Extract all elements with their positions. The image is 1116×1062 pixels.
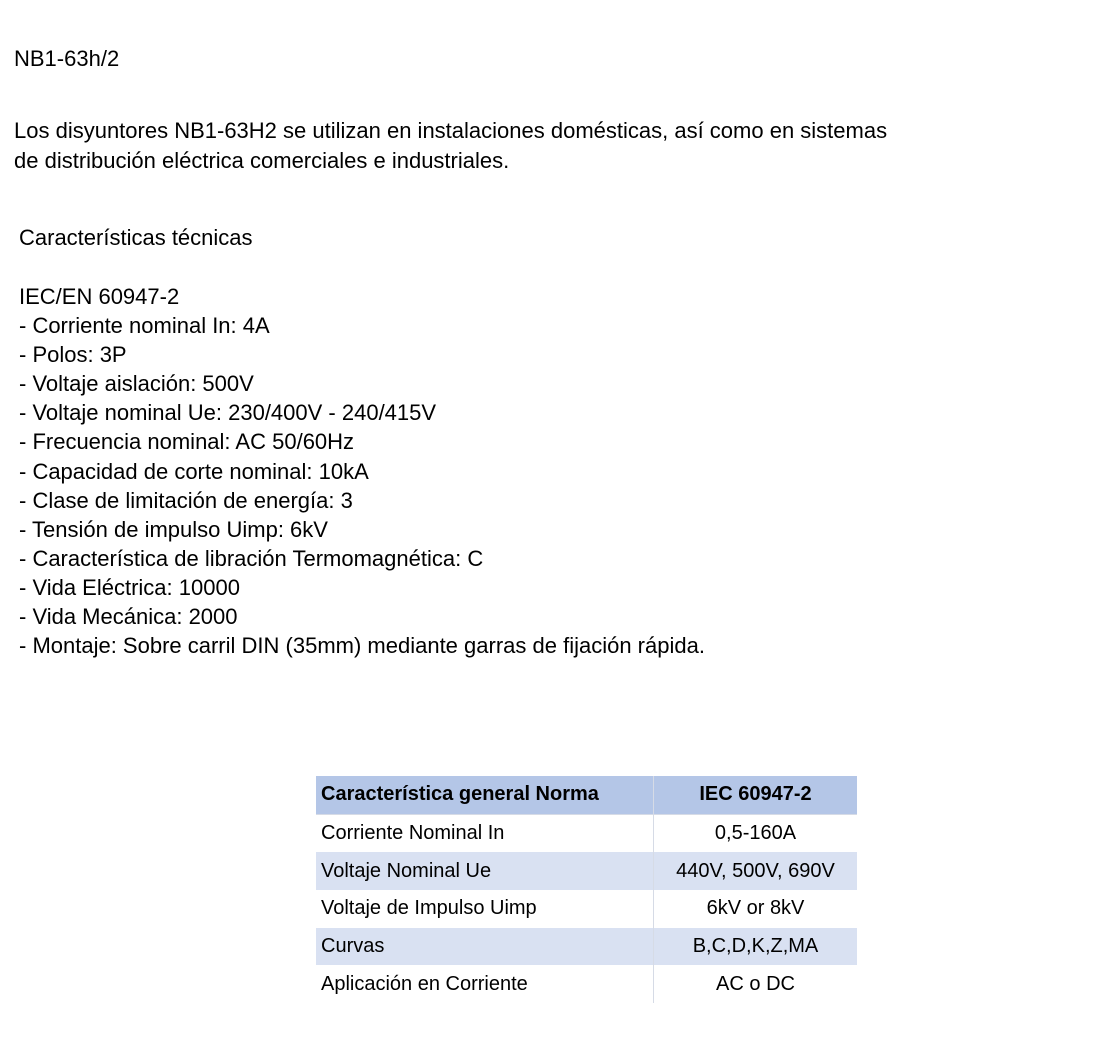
table-cell-value: B,C,D,K,Z,MA	[692, 935, 819, 958]
spec-item: - Característica de libración Termomagnética: C	[19, 545, 484, 571]
spec-list	[19, 311, 705, 660]
spec-item: - Clase de limitación de energía: 3	[19, 487, 353, 513]
table-cell-label: Corriente Nominal In	[316, 814, 654, 852]
spec-item: - Voltaje nominal Ue: 230/400V - 240/415V	[19, 400, 437, 426]
spec-item: - Vida Eléctrica: 10000	[19, 574, 240, 600]
intro-paragraph	[14, 116, 1094, 176]
spec-item: - Montaje: Sobre carril DIN (35mm) mediante garras de fijación rápida.	[19, 633, 705, 659]
table-row	[316, 928, 857, 966]
spec-item: - Frecuencia nominal: AC 50/60Hz	[19, 429, 355, 455]
spec-item: - Corriente nominal In: 4A	[19, 313, 270, 339]
table-row	[316, 890, 857, 928]
intro-line: Los disyuntores NB1-63H2 se utilizan en instalaciones domésticas, así como en sistemas	[14, 118, 888, 143]
table-header-cell: IEC 60947-2	[654, 776, 858, 814]
table-cell-value: 6kV or 8kV	[706, 897, 805, 920]
norm-table	[316, 776, 857, 1003]
standard-label: IEC/EN 60947-2	[19, 284, 180, 309]
spec-item: - Voltaje aislación: 500V	[19, 371, 254, 397]
table-header-cell: Característica general Norma	[316, 776, 654, 814]
table-cell-value: AC o DC	[716, 972, 795, 995]
page-title: NB1-63h/2	[14, 46, 120, 71]
technical-features-heading: Características técnicas	[19, 225, 253, 250]
spec-item: - Capacidad de corte nominal: 10kA	[19, 458, 369, 484]
table-cell-value: 0,5-160A	[714, 822, 797, 845]
spec-block	[19, 282, 705, 660]
spec-item: - Polos: 3P	[19, 342, 127, 368]
table-row	[316, 965, 857, 1003]
table-cell-label: Aplicación en Corriente	[316, 965, 654, 1003]
table-cell-label: Curvas	[316, 928, 654, 966]
table-row	[316, 814, 857, 852]
table-cell-label: Voltaje de Impulso Uimp	[316, 890, 654, 928]
table-row	[316, 852, 857, 890]
table-cell-label: Voltaje Nominal Ue	[316, 852, 654, 890]
spec-item: - Vida Mecánica: 2000	[19, 604, 238, 630]
intro-line: de distribución eléctrica comerciales e industriales.	[14, 148, 510, 173]
spec-item: - Tensión de impulso Uimp: 6kV	[19, 516, 328, 542]
table-header-row	[316, 776, 857, 814]
table-cell-value: 440V, 500V, 690V	[676, 859, 835, 882]
